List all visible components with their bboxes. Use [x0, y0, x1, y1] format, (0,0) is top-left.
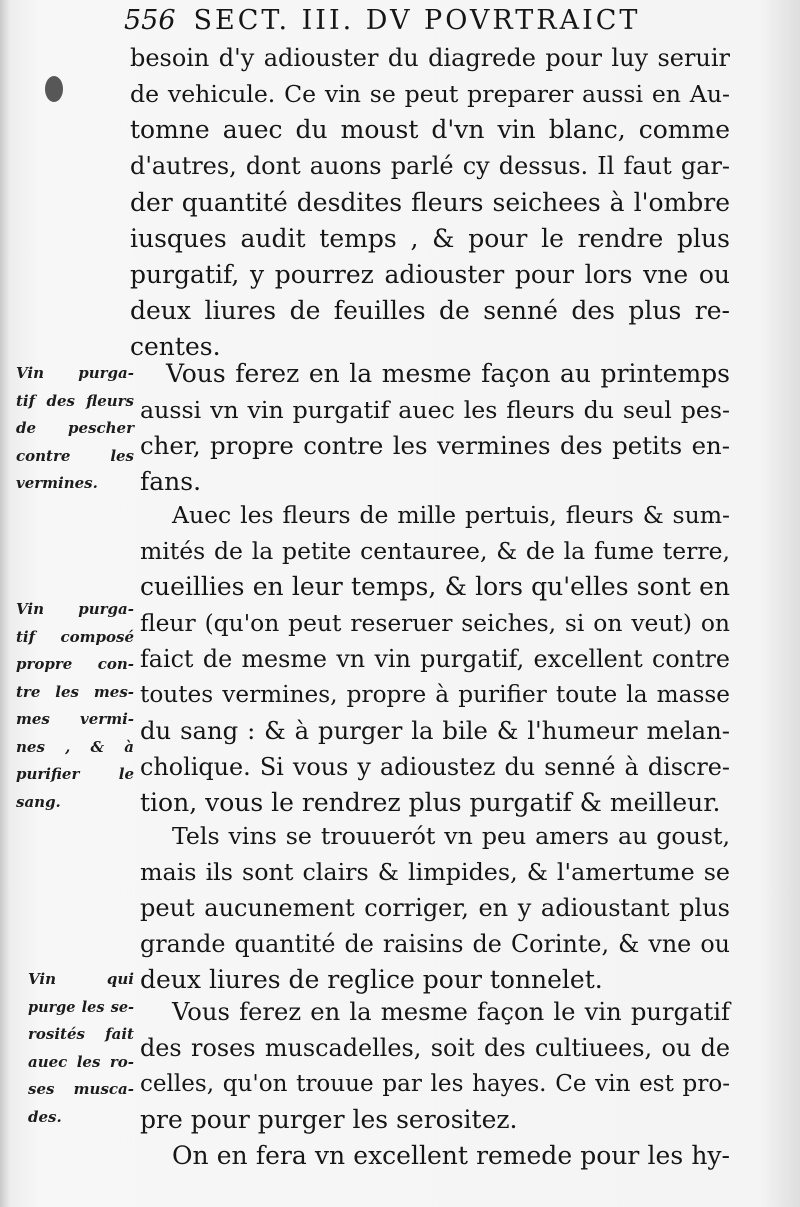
section-label: SECT. III.	[193, 5, 355, 36]
text-line: du sang : & à purger la bile & l'humeur melan-	[140, 716, 730, 745]
running-title: DV POVRTRAICT	[365, 5, 641, 36]
text-line: peut aucunement corriger, en y adioustant plus	[140, 894, 730, 922]
text-line: der quantité desdites fleurs seichees à l'ombre	[130, 188, 730, 217]
margin-note-line: purge les se-	[28, 998, 134, 1016]
text-line: fleur (qu'on peut reseruer seiches, si on veut) on	[140, 609, 730, 637]
text-line: pre pour purger les serositez.	[140, 1105, 518, 1134]
margin-note-line: des.	[28, 1107, 62, 1126]
text-line: purgatif, y pourrez adiouster pour lors vne ou	[130, 260, 730, 289]
margin-note-line: auec les ro-	[28, 1052, 134, 1071]
margin-note-line: de pescher	[16, 419, 134, 437]
margin-note-line: purifier le	[16, 765, 134, 783]
text-line: mités de la petite centauree, & de la fume terre,	[140, 537, 730, 565]
margin-note-line: mes vermi-	[16, 710, 134, 728]
margin-note-line: tif composé	[16, 627, 134, 646]
text-line: mais ils sont clairs & limpides, & l'amertume se	[140, 858, 730, 886]
text-line: iusques audit temps , & pour le rendre plus	[130, 224, 730, 253]
text-line: faict de mesme vn vin purgatif, excellent contre	[140, 645, 730, 673]
text-line: cholique. Si vous y adioustez du senné à discre-	[140, 753, 730, 781]
margin-note	[16, 596, 134, 816]
text-line: Auec les fleurs de mille pertuis, fleurs & sum-	[172, 501, 730, 529]
text-line: tomne auec du moust d'vn vin blanc, comme	[130, 115, 730, 144]
text-line: fans.	[140, 467, 202, 496]
running-header	[124, 2, 640, 40]
text-line: grande quantité de raisins de Corinte, & vne ou	[140, 930, 730, 958]
text-line: toutes vermines, propre à purifier toute la masse	[140, 681, 730, 708]
text-line: tion, vous le rendrez plus purgatif & meilleur.	[140, 788, 721, 817]
text-line: aussi vn vin purgatif auec les fleurs du seul pes-	[140, 396, 730, 424]
text-line: des roses muscadelles, soit des cultiuees, ou de	[140, 1034, 730, 1062]
margin-note-line: ses musca-	[28, 1080, 134, 1098]
text-line: Vous ferez en la mesme façon au printemps	[166, 359, 730, 388]
margin-note	[16, 360, 134, 498]
text-line: Tels vins se trouuerót vn peu amers au goust,	[172, 822, 730, 850]
text-line: deux liures de reglice pour tonnelet.	[140, 965, 603, 994]
text-line: de vehicule. Ce vin se peut preparer aussi en Au-	[130, 80, 730, 108]
margin-note-line: Vin purga-	[16, 600, 134, 618]
margin-note-line: rosités fait	[28, 1025, 134, 1043]
margin-note-line: Vin qui	[28, 970, 134, 988]
margin-note-line: nes , & à	[16, 737, 134, 756]
text-line: cher, propre contre les vermines des petits en-	[140, 431, 730, 460]
text-line: cueillies en leur temps, & lors qu'elles sont en	[140, 572, 730, 601]
margin-note-line: contre les	[16, 446, 134, 465]
margin-note-line: sang.	[16, 792, 61, 811]
text-line: d'autres, dont auons parlé cy dessus. Il faut gar-	[130, 152, 730, 180]
ink-blot	[45, 76, 63, 102]
page-number: 556	[124, 5, 176, 36]
text-line: deux liures de feuilles de senné des plus re-	[130, 296, 730, 325]
margin-note-line: tif des fleurs	[16, 391, 134, 410]
margin-note-line: tre les mes-	[16, 682, 134, 701]
text-line: On en fera vn excellent remede pour les hy-	[172, 1141, 730, 1170]
text-line: celles, qu'on trouue par les hayes. Ce vin est pro-	[140, 1071, 730, 1097]
text-line: besoin d'y adiouster du diagrede pour luy seruir	[130, 44, 730, 72]
margin-note-line: propre con-	[16, 655, 134, 673]
margin-note-line: Vin purga-	[16, 364, 134, 382]
margin-note	[28, 966, 134, 1131]
text-line: Vous ferez en la mesme façon le vin purgatif	[172, 997, 730, 1026]
text-line: centes.	[130, 332, 221, 361]
margin-note-line: vermines.	[16, 474, 98, 492]
